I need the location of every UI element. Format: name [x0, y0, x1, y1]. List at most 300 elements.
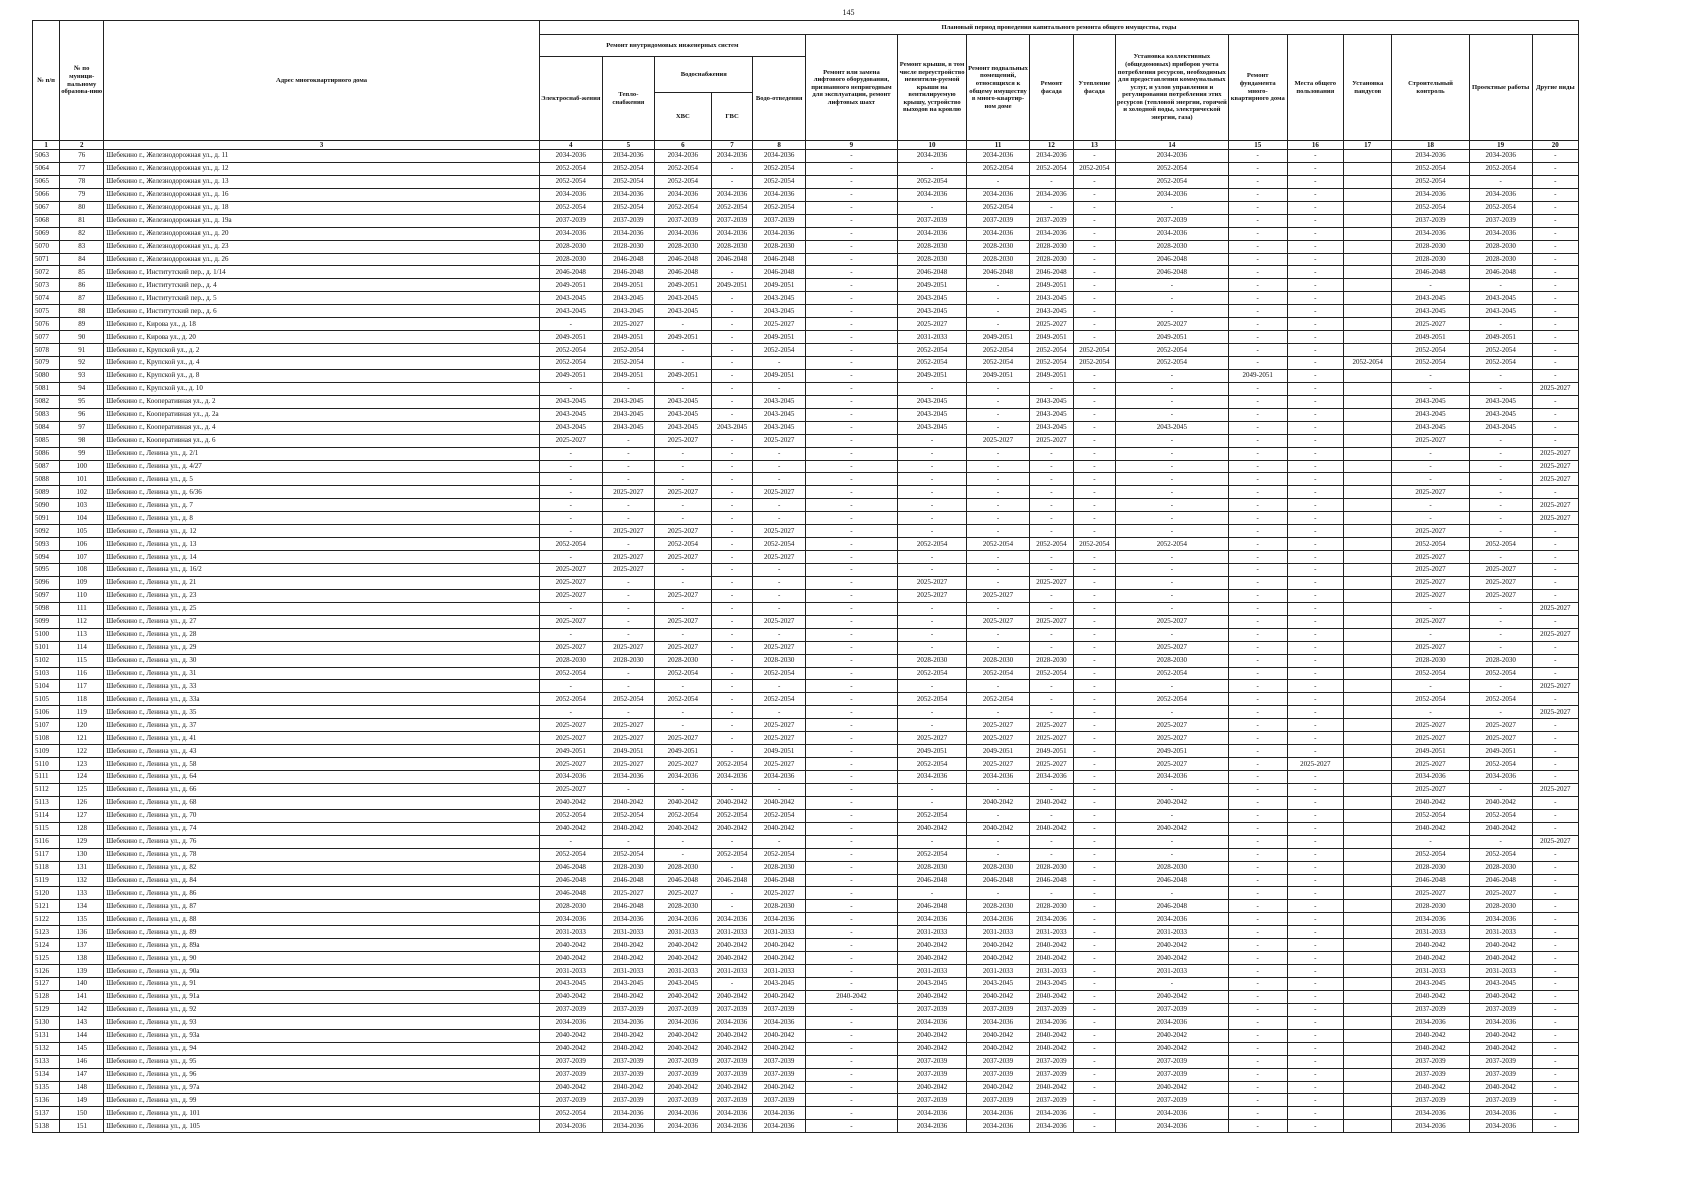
id-cell: 126	[60, 796, 104, 809]
period-cell: 2034-2036	[711, 150, 753, 163]
period-cell: -	[1228, 861, 1287, 874]
period-cell: -	[1073, 628, 1115, 641]
table-row	[33, 253, 1579, 266]
period-cell: -	[1073, 253, 1115, 266]
period-cell: -	[805, 835, 897, 848]
period-cell: 2025-2027	[602, 486, 654, 499]
address-cell: Шебекино г., Ленина ул., д. 74	[104, 822, 540, 835]
period-cell: -	[967, 499, 1030, 512]
period-cell: 2025-2027	[539, 758, 602, 771]
period-cell: -	[967, 473, 1030, 486]
period-cell: -	[602, 512, 654, 525]
period-cell: -	[805, 382, 897, 395]
id-cell: 5125	[33, 952, 60, 965]
period-cell: 2040-2042	[711, 1081, 753, 1094]
period-cell: 2031-2033	[1115, 926, 1228, 939]
address-cell: Шебекино г., Ленина ул., д. 93	[104, 1016, 540, 1029]
period-cell: 2025-2027	[898, 589, 967, 602]
period-cell: -	[1228, 1042, 1287, 1055]
period-cell: -	[805, 952, 897, 965]
period-cell: -	[1228, 175, 1287, 188]
id-cell: 98	[60, 434, 104, 447]
id-cell: 83	[60, 240, 104, 253]
address-cell: Шебекино г., Ленина ул., д. 96	[104, 1068, 540, 1081]
period-cell: -	[967, 175, 1030, 188]
id-cell: 147	[60, 1068, 104, 1081]
id-cell: 116	[60, 667, 104, 680]
period-cell: 2034-2036	[1469, 1016, 1532, 1029]
period-cell: 2046-2048	[711, 874, 753, 887]
period-cell: 2034-2036	[1469, 188, 1532, 201]
period-cell: -	[805, 1107, 897, 1120]
period-cell: 2043-2045	[655, 421, 712, 434]
period-cell: 2052-2054	[898, 344, 967, 357]
period-cell: 2025-2027	[655, 589, 712, 602]
id-cell: 141	[60, 990, 104, 1003]
period-cell: 2043-2045	[655, 305, 712, 318]
id-cell: 5077	[33, 331, 60, 344]
address-cell: Шебекино г., Кирова ул., д. 18	[104, 318, 540, 331]
period-cell: -	[1029, 887, 1073, 900]
table-row	[33, 421, 1579, 434]
table-row	[33, 796, 1579, 809]
period-cell: -	[1392, 602, 1469, 615]
period-cell: 2043-2045	[1469, 395, 1532, 408]
period-cell: -	[602, 706, 654, 719]
period-cell: -	[898, 783, 967, 796]
period-cell: -	[1228, 408, 1287, 421]
period-cell: 2025-2027	[1392, 719, 1469, 732]
id-cell: 5124	[33, 939, 60, 952]
period-cell: 2037-2039	[898, 1055, 967, 1068]
period-cell: 2034-2036	[655, 1107, 712, 1120]
period-cell: -	[805, 978, 897, 991]
period-cell: 2034-2036	[655, 188, 712, 201]
column-number: 9	[805, 141, 897, 150]
period-cell: 2040-2042	[539, 1081, 602, 1094]
period-cell: -	[805, 395, 897, 408]
address-cell: Шебекино г., Ленина ул., д. 105	[104, 1120, 540, 1133]
period-cell: -	[1115, 447, 1228, 460]
period-cell: -	[1469, 706, 1532, 719]
period-cell: -	[805, 887, 897, 900]
period-cell: 2025-2027	[1392, 641, 1469, 654]
id-cell: 5064	[33, 162, 60, 175]
period-cell: 2040-2042	[539, 1029, 602, 1042]
period-cell: -	[1532, 939, 1578, 952]
period-cell: 2052-2054	[1469, 538, 1532, 551]
address-cell: Шебекино г., Крупской ул., д. 10	[104, 382, 540, 395]
period-cell: -	[539, 602, 602, 615]
period-cell: -	[753, 382, 805, 395]
period-cell	[1344, 499, 1392, 512]
period-cell: 2025-2027	[1115, 758, 1228, 771]
period-cell: -	[1029, 201, 1073, 214]
period-cell: 2046-2048	[1029, 266, 1073, 279]
period-cell: 2034-2036	[898, 913, 967, 926]
period-cell: 2052-2054	[1115, 357, 1228, 370]
period-cell: -	[1029, 175, 1073, 188]
period-cell: 2049-2051	[1115, 331, 1228, 344]
period-cell: -	[655, 382, 712, 395]
id-cell: 5073	[33, 279, 60, 292]
period-cell: 2043-2045	[898, 292, 967, 305]
period-cell: -	[1532, 900, 1578, 913]
period-cell: 2043-2045	[1469, 421, 1532, 434]
period-cell: -	[1073, 434, 1115, 447]
period-cell: 2028-2030	[1029, 654, 1073, 667]
period-cell: 2028-2030	[967, 253, 1030, 266]
period-cell: -	[1228, 305, 1287, 318]
period-cell: 2031-2033	[1029, 965, 1073, 978]
period-cell: -	[711, 654, 753, 667]
period-cell: -	[539, 460, 602, 473]
period-cell: -	[1228, 939, 1287, 952]
period-cell: 2037-2039	[898, 1003, 967, 1016]
table-row	[33, 771, 1579, 784]
period-cell	[1344, 292, 1392, 305]
period-cell: -	[967, 706, 1030, 719]
period-cell: -	[1532, 175, 1578, 188]
period-cell: -	[1287, 318, 1344, 331]
period-cell: 2034-2036	[967, 227, 1030, 240]
id-cell: 5107	[33, 719, 60, 732]
address-cell: Шебекино г., Ленина ул., д. 25	[104, 602, 540, 615]
period-cell: -	[1228, 564, 1287, 577]
id-cell: 5079	[33, 357, 60, 370]
period-cell: -	[1392, 447, 1469, 460]
period-cell	[1344, 382, 1392, 395]
period-cell: -	[805, 822, 897, 835]
period-cell: -	[1073, 1016, 1115, 1029]
period-cell: 2037-2039	[1469, 214, 1532, 227]
period-cell: -	[1228, 382, 1287, 395]
period-cell: -	[1532, 822, 1578, 835]
period-cell: -	[1073, 887, 1115, 900]
id-cell: 5090	[33, 499, 60, 512]
period-cell: -	[753, 564, 805, 577]
period-cell: 2028-2030	[1469, 654, 1532, 667]
period-cell: 2052-2054	[967, 357, 1030, 370]
table-row	[33, 473, 1579, 486]
address-cell: Шебекино г., Ленина ул., д. 27	[104, 615, 540, 628]
period-cell: -	[1228, 473, 1287, 486]
address-cell: Шебекино г., Ленина ул., д. 88	[104, 913, 540, 926]
period-cell: -	[1115, 680, 1228, 693]
period-cell: -	[1073, 641, 1115, 654]
period-cell: -	[1228, 240, 1287, 253]
period-cell: -	[1469, 628, 1532, 641]
period-cell: -	[1287, 835, 1344, 848]
period-cell: 2052-2054	[539, 693, 602, 706]
period-cell: -	[1115, 783, 1228, 796]
period-cell: -	[1287, 175, 1344, 188]
id-cell: 5086	[33, 447, 60, 460]
id-cell: 135	[60, 913, 104, 926]
period-cell: 2052-2054	[1029, 357, 1073, 370]
period-cell: 2052-2054	[602, 848, 654, 861]
period-cell: 2031-2033	[753, 965, 805, 978]
period-cell: 2052-2054	[1392, 201, 1469, 214]
period-cell: -	[967, 564, 1030, 577]
period-cell: -	[967, 628, 1030, 641]
period-cell: 2025-2027	[602, 732, 654, 745]
period-cell: 2034-2036	[539, 771, 602, 784]
period-cell: 2034-2036	[1392, 188, 1469, 201]
address-cell: Шебекино г., Ленина ул., д. 64	[104, 771, 540, 784]
period-cell: -	[1115, 628, 1228, 641]
period-cell: 2028-2030	[1469, 240, 1532, 253]
period-cell: -	[711, 719, 753, 732]
id-cell: 5076	[33, 318, 60, 331]
period-cell: -	[1287, 1003, 1344, 1016]
period-cell: 2040-2042	[1392, 1029, 1469, 1042]
table-row	[33, 434, 1579, 447]
period-cell: 2031-2033	[1029, 926, 1073, 939]
period-cell: 2028-2030	[539, 900, 602, 913]
period-cell: 2034-2036	[711, 188, 753, 201]
period-cell: -	[967, 783, 1030, 796]
period-cell: 2034-2036	[602, 1016, 654, 1029]
table-row	[33, 305, 1579, 318]
address-cell: Шебекино г., Железнодорожная ул., д. 19а	[104, 214, 540, 227]
period-cell: 2049-2051	[753, 745, 805, 758]
period-cell: -	[1073, 874, 1115, 887]
period-cell: 2028-2030	[602, 654, 654, 667]
period-cell: -	[753, 357, 805, 370]
period-cell: 2052-2054	[655, 201, 712, 214]
period-cell: -	[655, 564, 712, 577]
period-cell: 2025-2027	[1469, 564, 1532, 577]
period-cell: -	[805, 1003, 897, 1016]
period-cell: -	[1287, 978, 1344, 991]
period-cell: -	[1392, 369, 1469, 382]
period-cell: -	[539, 551, 602, 564]
table-row	[33, 382, 1579, 395]
period-cell: 2052-2054	[539, 848, 602, 861]
period-cell: -	[1287, 486, 1344, 499]
period-cell: 2025-2027	[1115, 732, 1228, 745]
period-cell: -	[711, 576, 753, 589]
period-cell: -	[1228, 732, 1287, 745]
period-cell: -	[1287, 512, 1344, 525]
period-cell: -	[1287, 848, 1344, 861]
period-cell: 2028-2030	[753, 861, 805, 874]
period-cell: 2034-2036	[1469, 771, 1532, 784]
table-row	[33, 693, 1579, 706]
period-cell: 2046-2048	[602, 900, 654, 913]
period-cell: 2052-2054	[898, 357, 967, 370]
period-cell: 2043-2045	[967, 978, 1030, 991]
period-cell: -	[805, 939, 897, 952]
period-cell: 2025-2027	[753, 615, 805, 628]
period-cell: 2025-2027	[539, 719, 602, 732]
period-cell: 2028-2030	[1469, 253, 1532, 266]
table-row	[33, 551, 1579, 564]
period-cell	[1344, 771, 1392, 784]
period-cell: -	[1532, 589, 1578, 602]
period-cell: -	[1469, 680, 1532, 693]
table-row	[33, 913, 1579, 926]
period-cell	[1344, 576, 1392, 589]
period-cell: 2040-2042	[1115, 952, 1228, 965]
id-cell: 5072	[33, 266, 60, 279]
id-cell: 5132	[33, 1042, 60, 1055]
id-cell: 142	[60, 1003, 104, 1016]
period-cell: 2037-2039	[1392, 214, 1469, 227]
period-cell: -	[753, 460, 805, 473]
period-cell: -	[1029, 473, 1073, 486]
period-cell: 2052-2054	[1392, 175, 1469, 188]
period-cell	[1344, 201, 1392, 214]
period-cell: 2043-2045	[898, 305, 967, 318]
period-cell	[1344, 848, 1392, 861]
period-cell: -	[1392, 279, 1469, 292]
period-cell	[1344, 1055, 1392, 1068]
period-cell: 2025-2027	[1532, 680, 1578, 693]
period-cell: 2052-2054	[967, 344, 1030, 357]
period-cell: 2034-2036	[1029, 188, 1073, 201]
period-cell: -	[1532, 214, 1578, 227]
period-cell: -	[753, 447, 805, 460]
id-cell: 92	[60, 357, 104, 370]
id-cell: 5105	[33, 693, 60, 706]
id-cell: 5084	[33, 421, 60, 434]
period-cell: 2025-2027	[1532, 460, 1578, 473]
address-cell: Шебекино г., Ленина ул., д. 12	[104, 525, 540, 538]
address-cell: Шебекино г., Ленина ул., д. 94	[104, 1042, 540, 1055]
period-cell: -	[602, 447, 654, 460]
period-cell: 2034-2036	[1392, 1120, 1469, 1133]
period-cell: -	[1115, 576, 1228, 589]
address-cell: Шебекино г., Ленина ул., д. 21	[104, 576, 540, 589]
period-cell: -	[711, 162, 753, 175]
period-cell: -	[898, 719, 967, 732]
period-cell: -	[1228, 292, 1287, 305]
period-cell: -	[1287, 641, 1344, 654]
period-cell: 2025-2027	[655, 434, 712, 447]
period-cell: 2037-2039	[1392, 1068, 1469, 1081]
column-number: 2	[60, 141, 104, 150]
period-cell: -	[805, 654, 897, 667]
period-cell: 2046-2048	[1115, 900, 1228, 913]
period-cell: 2049-2051	[1115, 745, 1228, 758]
period-cell: -	[711, 460, 753, 473]
period-cell: 2025-2027	[1469, 887, 1532, 900]
column-number: 5	[602, 141, 654, 150]
table-row	[33, 240, 1579, 253]
period-cell: -	[1228, 758, 1287, 771]
period-cell: -	[1228, 628, 1287, 641]
id-cell: 5069	[33, 227, 60, 240]
period-cell: -	[967, 421, 1030, 434]
period-cell: -	[753, 706, 805, 719]
id-cell: 5097	[33, 589, 60, 602]
period-cell: -	[1532, 1068, 1578, 1081]
period-cell	[1344, 745, 1392, 758]
period-cell: -	[1115, 369, 1228, 382]
id-cell: 5112	[33, 783, 60, 796]
period-cell: -	[1287, 809, 1344, 822]
period-cell	[1344, 900, 1392, 913]
period-cell: -	[655, 680, 712, 693]
id-cell: 121	[60, 732, 104, 745]
period-cell	[1344, 460, 1392, 473]
address-cell: Шебекино г., Ленина ул., д. 5	[104, 473, 540, 486]
period-cell: -	[1029, 848, 1073, 861]
table-row	[33, 486, 1579, 499]
period-cell: -	[1469, 783, 1532, 796]
period-cell: -	[1532, 771, 1578, 784]
period-cell: 2040-2042	[539, 796, 602, 809]
period-cell: 2040-2042	[602, 1029, 654, 1042]
period-cell: -	[602, 680, 654, 693]
period-cell: 2025-2027	[1392, 551, 1469, 564]
period-cell: 2040-2042	[1469, 822, 1532, 835]
period-cell: -	[711, 706, 753, 719]
period-cell: -	[1287, 214, 1344, 227]
period-cell: -	[1532, 1029, 1578, 1042]
period-cell: -	[1287, 680, 1344, 693]
period-cell: 2034-2036	[967, 188, 1030, 201]
period-cell: 2034-2036	[1469, 1107, 1532, 1120]
period-cell: 2025-2027	[1115, 318, 1228, 331]
capital-repair-table-sheet	[32, 20, 1579, 1133]
table-row	[33, 214, 1579, 227]
period-cell: 2052-2054	[655, 809, 712, 822]
period-cell: -	[1392, 628, 1469, 641]
period-cell: -	[655, 719, 712, 732]
period-cell: 2052-2054	[1469, 162, 1532, 175]
id-cell: 106	[60, 538, 104, 551]
period-cell: 2028-2030	[753, 900, 805, 913]
period-cell: -	[1287, 421, 1344, 434]
period-cell: 2025-2027	[602, 887, 654, 900]
period-cell: 2034-2036	[602, 771, 654, 784]
address-cell: Шебекино г., Ленина ул., д. 70	[104, 809, 540, 822]
period-cell: -	[1073, 822, 1115, 835]
period-cell: -	[602, 835, 654, 848]
period-cell: -	[1287, 162, 1344, 175]
period-cell: -	[711, 512, 753, 525]
period-cell	[1344, 641, 1392, 654]
period-cell: -	[1228, 887, 1287, 900]
period-cell: -	[1287, 538, 1344, 551]
period-cell: 2031-2033	[1469, 965, 1532, 978]
column-number: 4	[539, 141, 602, 150]
address-cell: Шебекино г., Ленина ул., д. 84	[104, 874, 540, 887]
period-cell: 2037-2039	[539, 1055, 602, 1068]
period-cell: -	[1228, 576, 1287, 589]
period-cell: -	[805, 783, 897, 796]
period-cell: 2049-2051	[1392, 745, 1469, 758]
period-cell: -	[898, 615, 967, 628]
period-cell: -	[1287, 900, 1344, 913]
table-row	[33, 188, 1579, 201]
period-cell: -	[1532, 576, 1578, 589]
period-cell: 2028-2030	[539, 253, 602, 266]
period-cell: -	[1228, 745, 1287, 758]
period-cell: 2034-2036	[1115, 188, 1228, 201]
period-cell: -	[1228, 150, 1287, 163]
period-cell: 2037-2039	[602, 1055, 654, 1068]
period-cell: 2034-2036	[711, 771, 753, 784]
address-cell: Шебекино г., Ленина ул., д. 37	[104, 719, 540, 732]
table-row	[33, 460, 1579, 473]
period-cell: -	[898, 201, 967, 214]
period-cell: -	[655, 447, 712, 460]
period-cell: 2043-2045	[753, 305, 805, 318]
